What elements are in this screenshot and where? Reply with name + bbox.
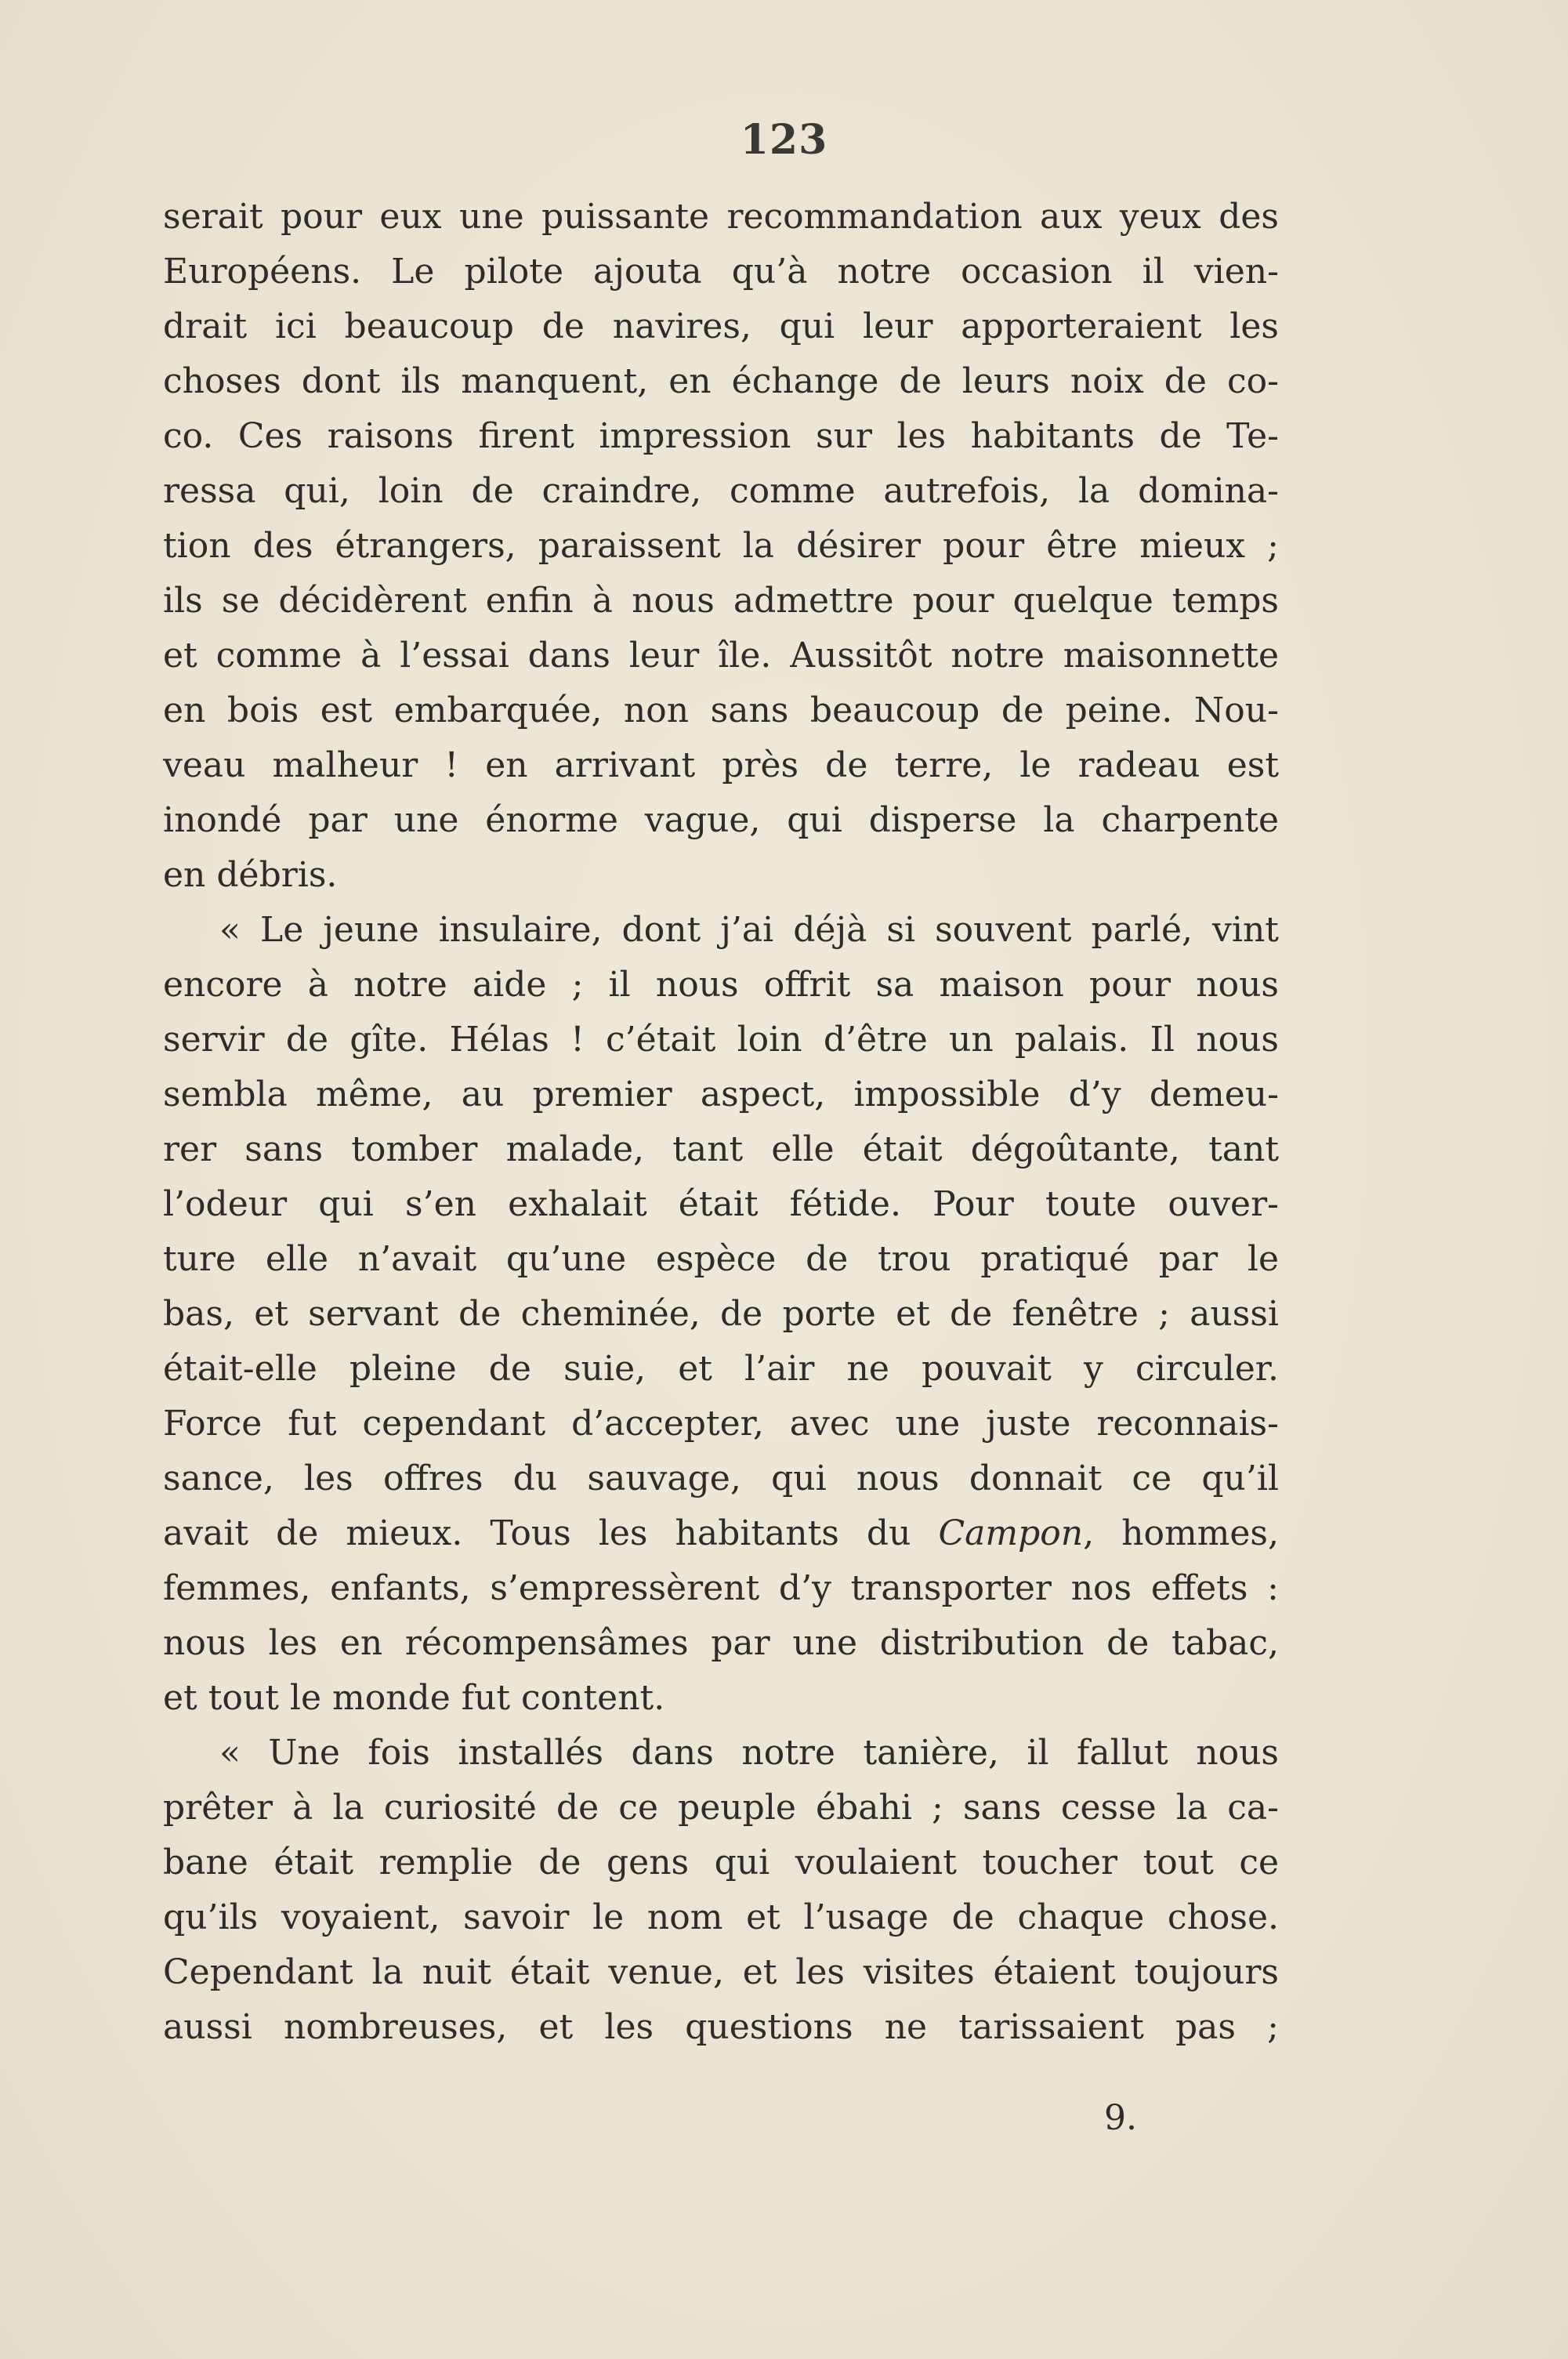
- text-line: « Le jeune insulaire, dont j’ai déjà si souvent parlé, vint: [219, 910, 1279, 950]
- page-number: 123: [740, 116, 828, 164]
- text-line: Cependant la nuit était venue, et les visites étaient toujours: [163, 1952, 1279, 1992]
- text-line: drait ici beaucoup de navires, qui leur apporteraient les: [163, 306, 1279, 346]
- text-line: choses dont ils manquent, en échange de leurs noix de co-: [163, 361, 1279, 401]
- text-line: bane était remplie de gens qui voulaient toucher tout ce: [163, 1843, 1279, 1882]
- text-line: veau malheur ! en arrivant près de terre, le radeau est: [163, 745, 1279, 785]
- text-line: sembla même, au premier aspect, impossible d’y demeu-: [163, 1074, 1279, 1114]
- text-line: en bois est embarquée, non sans beaucoup de peine. Nou-: [163, 690, 1279, 730]
- text-line: serait pour eux une puissante recommandation aux yeux des: [163, 197, 1279, 237]
- body-text: [163, 190, 1279, 2055]
- text-line: Européens. Le pilote ajouta qu’à notre occasion il vien-: [163, 252, 1279, 292]
- text-line: en débris.: [163, 855, 338, 895]
- text-line: femmes, enfants, s’empressèrent d’y transporter nos effets :: [163, 1568, 1279, 1608]
- text-line: et tout le monde fut content.: [163, 1678, 665, 1718]
- text-line: ils se décidèrent enfin à nous admettre pour quelque temps: [163, 581, 1279, 621]
- text-line: et comme à l’essai dans leur île. Aussitôt notre maisonnette: [163, 636, 1279, 676]
- signature-mark: 9.: [1104, 2098, 1137, 2138]
- text-line: inondé par une énorme vague, qui disperse la charpente: [163, 800, 1279, 840]
- text-line: l’odeur qui s’en exhalait était fétide. Pour toute ouver-: [163, 1184, 1279, 1224]
- text-line: Force fut cependant d’accepter, avec une juste reconnais-: [163, 1404, 1279, 1444]
- text-line: ressa qui, loin de craindre, comme autrefois, la domina-: [163, 471, 1279, 511]
- text-segment: , hommes,: [1083, 1513, 1279, 1553]
- text-line: était-elle pleine de suie, et l’air ne pouvait y circuler.: [163, 1349, 1279, 1389]
- text-line: tion des étrangers, paraissent la désirer pour être mieux ;: [163, 526, 1279, 566]
- text-line: rer sans tomber malade, tant elle était dégoûtante, tant: [163, 1129, 1279, 1169]
- text-segment: avait de mieux. Tous les habitants du: [163, 1513, 939, 1553]
- text-line: bas, et servant de cheminée, de porte et de fenêtre ; aussi: [163, 1294, 1279, 1334]
- text-line: ture elle n’avait qu’une espèce de trou pratiqué par le: [163, 1239, 1279, 1279]
- italic-word: Campon: [938, 1513, 1084, 1553]
- text-line: « Une fois installés dans notre tanière, il fallut nous: [219, 1733, 1279, 1773]
- text-line: qu’ils voyaient, savoir le nom et l’usage de chaque chose.: [163, 1897, 1279, 1937]
- text-line: nous les en récompensâmes par une distribution de tabac,: [163, 1623, 1279, 1663]
- text-line: aussi nombreuses, et les questions ne tarissaient pas ;: [163, 2007, 1279, 2047]
- text-line: [163, 1506, 1279, 1561]
- text-line: co. Ces raisons firent impression sur les habitants de Te-: [163, 416, 1279, 456]
- text-line: prêter à la curiosité de ce peuple ébahi ; sans cesse la ca-: [163, 1788, 1279, 1828]
- text-line: encore à notre aide ; il nous offrit sa maison pour nous: [163, 965, 1279, 1005]
- text-line: servir de gîte. Hélas ! c’était loin d’être un palais. Il nous: [163, 1020, 1279, 1060]
- text-line: sance, les offres du sauvage, qui nous donnait ce qu’il: [163, 1459, 1279, 1498]
